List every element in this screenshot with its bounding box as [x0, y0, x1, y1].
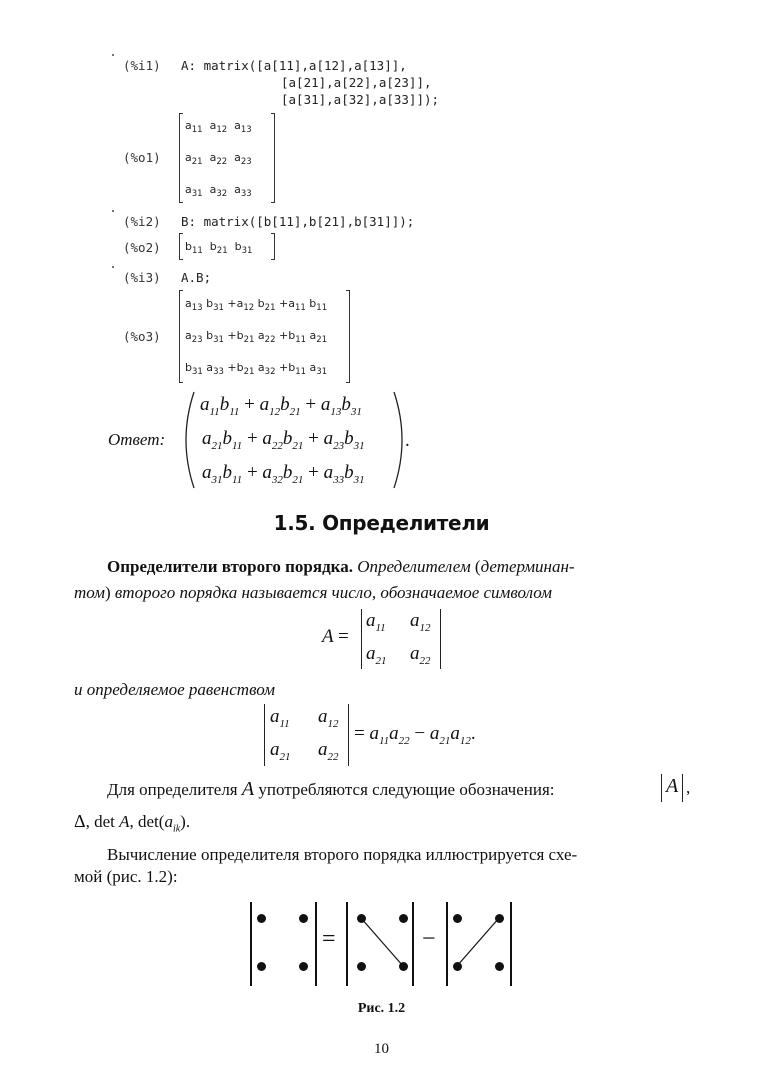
input-i2-line1: B: matrix([b[11],b[21],b[31]]); [181, 214, 415, 229]
paragraph-line [107, 778, 555, 801]
answer-row: $a_{21}b_{11} + a_{22}b_{21} + a_{23}b_{31}$ [202, 428, 365, 452]
element-dot [453, 962, 462, 971]
input-i1-line2: [a[21],a[22],a[23]], [281, 75, 432, 90]
element-dot [357, 962, 366, 971]
paragraph-line: Вычисление определителя второго порядка иллюстрируется схе- [107, 845, 578, 864]
minus-sign: − [422, 926, 436, 952]
formula-symbol: A = [322, 626, 349, 647]
paren: ) [104, 583, 111, 602]
answer-period: . [405, 430, 410, 451]
paragraph-line: и определяемое равенством [74, 680, 275, 699]
matrix-bracket-right [271, 113, 275, 203]
equals-sign: = [322, 926, 336, 952]
element-dot [399, 962, 408, 971]
determinant-bar [348, 704, 349, 766]
element-dot [299, 962, 308, 971]
element-dot [299, 914, 308, 923]
punct: , [686, 778, 691, 797]
matrix-bracket-left [179, 290, 183, 383]
bold-term: Определители второго порядка. [107, 557, 353, 576]
matrix-entry: $a_{22}$ [410, 643, 431, 667]
math-symbol: A [241, 778, 255, 800]
determinant-bar [250, 902, 252, 986]
matrix-entry: $a_{21}$ [270, 739, 291, 763]
matrix-row: $a_{31}$ $a_{32}$ $a_{33}$ [185, 183, 252, 200]
paragraph-line [107, 557, 575, 577]
matrix-entry: $a_{11}$ [270, 706, 290, 730]
matrix-entry: $a_{12}$ [318, 706, 339, 730]
matrix-row: $b_{31}$ $a_{33} +b_{21}$ $a_{32} +b_{11}$ $a_{31}$ [185, 361, 328, 378]
cell-marker [112, 54, 114, 56]
matrix-row: $a_{13}$ $b_{31} +a_{12}$ $b_{21} +a_{11}$ $b_{11}$ [185, 297, 328, 314]
matrix-row: $a_{23}$ $b_{31} +b_{21}$ $a_{22} +b_{11}$ $a_{21}$ [185, 329, 328, 346]
answer-row: $a_{31}b_{11} + a_{32}b_{21} + a_{33}b_{31}$ [202, 462, 365, 486]
matrix-row: $b_{11}$ $b_{21}$ $b_{31}$ [185, 240, 253, 257]
matrix-row: $a_{21}$ $a_{22}$ $a_{23}$ [185, 151, 252, 168]
delta-symbol: Δ [74, 811, 86, 831]
paragraph-line: Δ, det A, $\det(a_{ik})$. [74, 811, 191, 835]
element-dot [257, 962, 266, 971]
matrix-bracket-right [346, 290, 350, 383]
determinant-bar [264, 704, 265, 766]
determinant-bar [440, 609, 441, 669]
matrix-entry: $a_{11}$ [366, 610, 386, 634]
matrix-entry: $a_{12}$ [410, 610, 431, 634]
math-symbol: A [666, 775, 679, 797]
cell-marker [112, 210, 114, 212]
element-dot [357, 914, 366, 923]
abs-bar [682, 774, 683, 802]
output-label-o2: (%o2) [123, 240, 161, 255]
answer-row: $a_{11}b_{11} + a_{12}b_{21} + a_{13}b_{31}$ [200, 394, 362, 418]
italic-term: Определителем [357, 557, 471, 576]
element-dot [495, 962, 504, 971]
figure-caption: Рис. 1.2 [357, 1001, 406, 1016]
abs-bar [661, 774, 662, 802]
matrix-entry: $a_{21}$ [366, 643, 387, 667]
section-title: 1.5. Определители [273, 511, 490, 535]
determinant-bar [361, 609, 362, 669]
element-dot [257, 914, 266, 923]
answer-label: Ответ: [108, 430, 166, 449]
text: употребляются следующие обозначения: [258, 780, 555, 799]
element-dot [399, 914, 408, 923]
formula-rhs: = $a_{11}a_{22} - a_{21}a_{12}$. [354, 723, 476, 747]
matrix-row: $a_{11}$ $a_{12}$ $a_{13}$ [185, 119, 252, 136]
page-number: 10 [374, 1041, 389, 1057]
matrix-bracket-left [179, 233, 183, 260]
input-label-i1: (%i1) [123, 58, 161, 73]
input-i1-line3: [a[31],a[32],a[33]]); [281, 92, 440, 107]
output-label-o1: (%o1) [123, 150, 161, 165]
cell-marker [112, 266, 114, 268]
determinant-bar [315, 902, 317, 986]
matrix-bracket-left [179, 113, 183, 203]
matrix-bracket-right [271, 233, 275, 260]
matrix-entry: $a_{22}$ [318, 739, 339, 763]
output-label-o3: (%o3) [123, 329, 161, 344]
paragraph-line [74, 583, 552, 603]
input-label-i3: (%i3) [123, 270, 161, 285]
element-dot [453, 914, 462, 923]
paren: ( [474, 557, 481, 576]
input-i3-line1: A.B; [181, 270, 212, 285]
text: Для определителя [107, 780, 238, 799]
input-label-i2: (%i2) [123, 214, 161, 229]
italic-term: детерминан- [480, 557, 575, 576]
italic-text: второго порядка называется число, обозначаемое символом [114, 583, 552, 602]
input-i1-line1: A: matrix([a[11],a[12],a[13]], [181, 58, 407, 73]
italic-text: том [74, 583, 105, 602]
paragraph-line: мой (рис. 1.2): [74, 867, 178, 886]
element-dot [495, 914, 504, 923]
